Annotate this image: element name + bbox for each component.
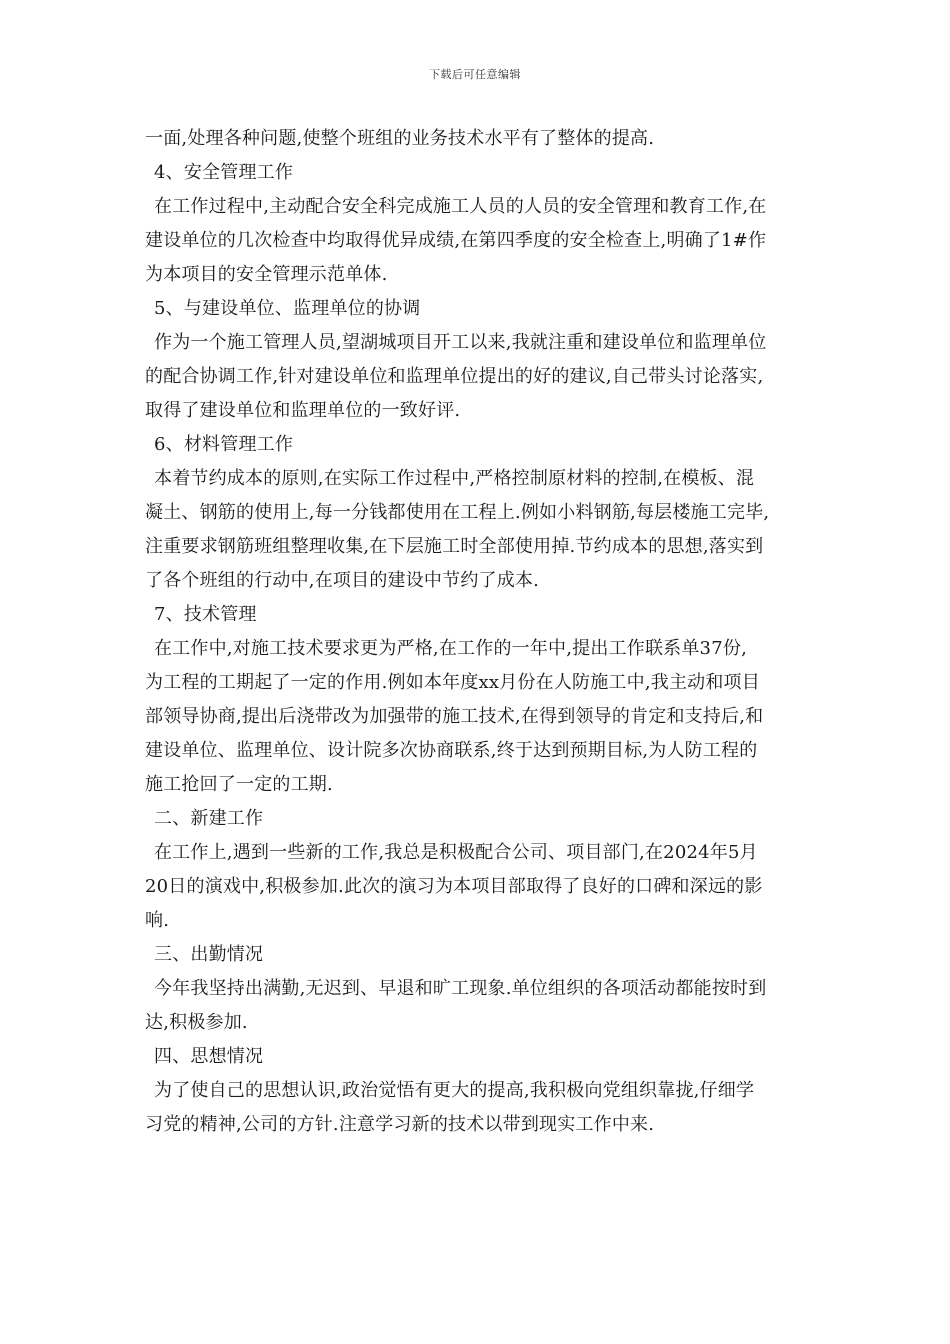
text-line: 在工作过程中,主动配合安全科完成施工人员的人员的安全管理和教育工作,在: [154, 196, 767, 217]
text-line: 凝土、钢筋的使用上,每一分钱都使用在工程上.例如小料钢筋,每层楼施工完毕,: [145, 502, 770, 523]
text-line: 习党的精神,公司的方针.注意学习新的技术以带到现实工作中来.: [145, 1114, 655, 1135]
text-line: 为工程的工期起了一定的作用.例如本年度xx月份在人防施工中,我主动和项目: [145, 672, 760, 693]
text-line: 建设单位的几次检查中均取得优异成绩,在第四季度的安全检查上,明确了1#作: [145, 230, 767, 251]
text-line: 施工抢回了一定的工期.: [145, 774, 333, 795]
text-line: 在工作上,遇到一些新的工作,我总是积极配合公司、项目部门,在2024年5月: [154, 842, 758, 863]
text-line: 为了使自己的思想认识,政治觉悟有更大的提高,我积极向党组织靠拢,仔细学: [154, 1080, 755, 1101]
section-heading: 6、材料管理工作: [154, 434, 294, 455]
section-heading: 4、安全管理工作: [154, 162, 294, 183]
text-line: 为本项目的安全管理示范单体.: [145, 264, 388, 285]
document-body: [145, 122, 815, 1142]
section-heading: 二、新建工作: [154, 808, 264, 829]
section-heading: 四、思想情况: [154, 1046, 264, 1067]
text-line: 部领导协商,提出后浇带改为加强带的施工技术,在得到领导的肯定和支持后,和: [145, 706, 764, 727]
section-heading: 7、技术管理: [154, 604, 257, 625]
text-line: 了各个班组的行动中,在项目的建设中节约了成本.: [145, 570, 540, 591]
text-line: 本着节约成本的原则,在实际工作过程中,严格控制原材料的控制,在模板、混: [154, 468, 755, 489]
text-line: 20日的演戏中,积极参加.此次的演习为本项目部取得了良好的口碑和深远的影: [145, 876, 763, 897]
text-line: 今年我坚持出满勤,无迟到、早退和旷工现象.单位组织的各项活动都能按时到: [154, 978, 767, 999]
text-line: 一面,处理各种问题,使整个班组的业务技术水平有了整体的提高.: [145, 128, 655, 149]
page-header: 下载后可任意编辑: [429, 68, 521, 81]
text-line: 响.: [145, 910, 170, 931]
text-line: 作为一个施工管理人员,望湖城项目开工以来,我就注重和建设单位和监理单位: [154, 332, 767, 353]
text-line: 取得了建设单位和监理单位的一致好评.: [145, 400, 461, 421]
text-line: 注重要求钢筋班组整理收集,在下层施工时全部使用掉.节约成本的思想,落实到: [145, 536, 764, 557]
section-heading: 5、与建设单位、监理单位的协调: [154, 298, 421, 319]
text-line: 的配合协调工作,针对建设单位和监理单位提出的好的建议,自己带头讨论落实,: [145, 366, 764, 387]
text-line: 达,积极参加.: [145, 1012, 248, 1033]
section-heading: 三、出勤情况: [154, 944, 264, 965]
text-line: 建设单位、监理单位、设计院多次协商联系,终于达到预期目标,为人防工程的: [145, 740, 758, 761]
text-line: 在工作中,对施工技术要求更为严格,在工作的一年中,提出工作联系单37份,: [154, 638, 747, 659]
